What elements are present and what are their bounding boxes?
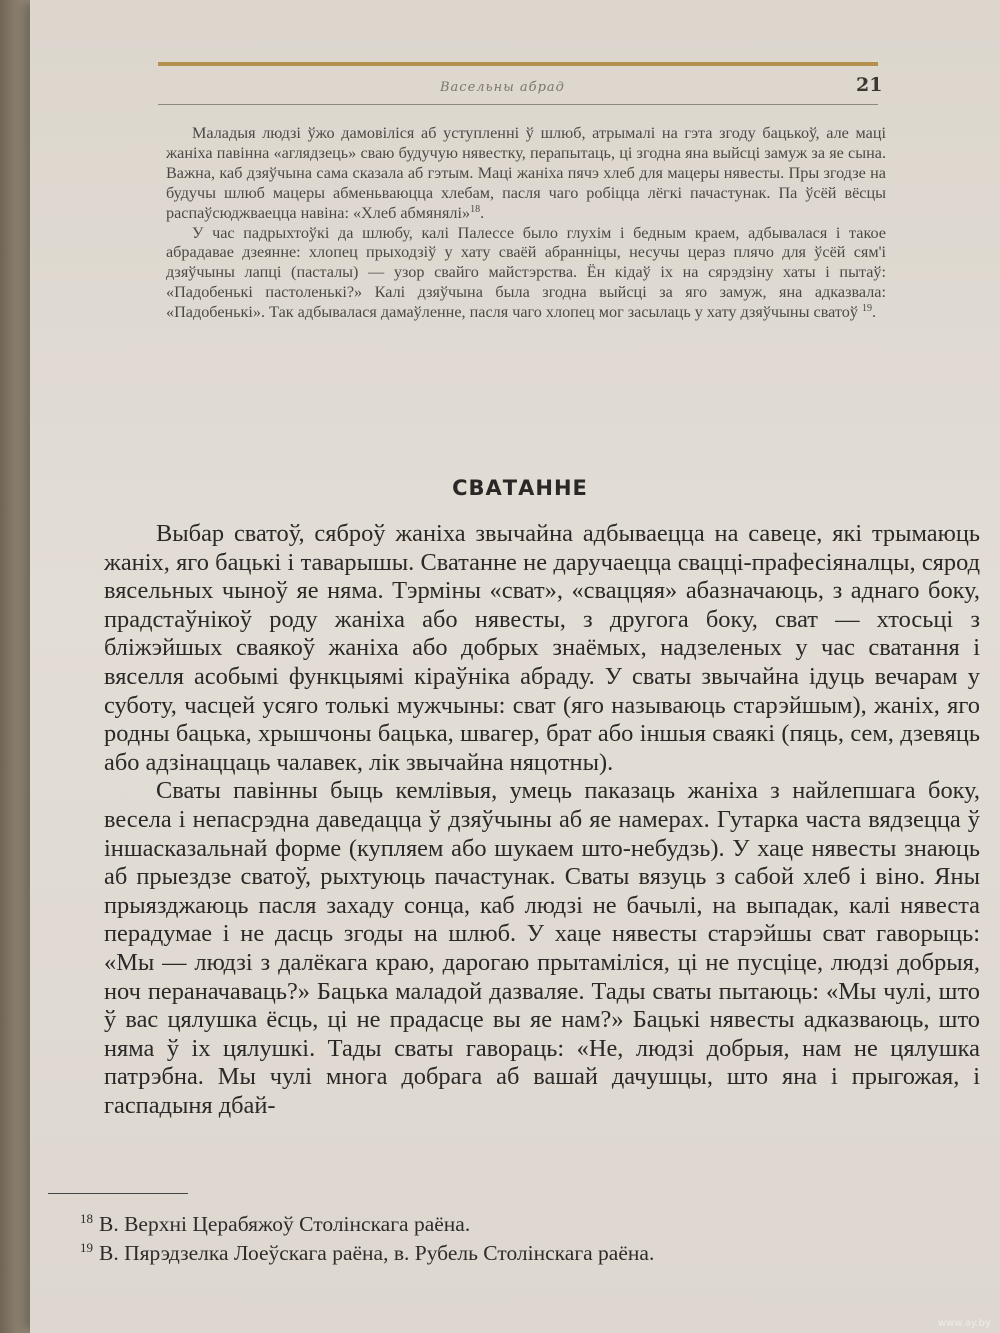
- footnote: [80, 1239, 960, 1268]
- footnote-marker: 19: [862, 303, 872, 315]
- intro-paragraph: [166, 224, 886, 324]
- footnote-text: В. Пярэдзелка Лоеўскага раёна, в. Рубель Столінскага раёна.: [99, 1241, 655, 1265]
- page-number: 21: [856, 74, 883, 96]
- footnote-number: 19: [80, 1240, 93, 1255]
- body-paragraph-1: Выбар сватоў, сяброў жаніха звычайна адбываецца на савеце, які трымаюць жаніх, яго бацькі і таварышы. Сватанне не даручаецца свацці-прафесіяналцы, сярод вясельных чыноў яе няма. Тэрміны «сват», «сваццяя» абазначаюць, з аднаго боку, прадстаўнікоў роду жаніха або нявесты, з другога боку, сват — хтосьці з бліжэйшых сваякоў жаніха або добрых знаёмых, надзеленых у час сватання і вяселля асобымі функцыямі кіраўніка абраду. У сваты звычайна ідуць вечарам у суботу, часцей усяго толькі мужчыны: сват (яго называюць старэйшым), жаніх, яго родны бацька, хрышчоны бацька, швагер, брат або іншыя сваякі (пяць, сем, дзевяць або адзінаццаць чалавек, лік звычайна няцотны).: [104, 520, 980, 776]
- body-paragraph-2: Сваты павінны быць кемлівыя, умець паказаць жаніха з найлепшага боку, весела і непасрэдна даведацца ў дзяўчыны аб яе намерах. Гутарка часта вядзецца ў іншасказальнай форме (купляем або шукаем што-небудзь). У хаце нявесты знаюць аб прыездзе сватоў, рыхтуюць пачастунак. Сваты вязуць з сабой хлеб і віно. Яны прыязджаюць пасля захаду сонца, каб людзі не бачылі, на выпадак, калі нявеста перадумае і не дасць згоды на шлюб. У хаце нявесты старэйшы сват гаворыць: «Мы — людзі з далёкага краю, дарогаю прытаміліся, ці не пусціце, людзі добрыя, ноч пераначаваць?» Бацька маладой дазваляе. Тады сваты пытаюць: «Мы чулі, што ў вас цялушка ёсць, ці не прадасце вы яе нам?» Бацькі нявесты адказваюць, што няма ў іх цялушкі. Тады сваты гавораць: «Не, людзі добрыя, нам не цялушка патрэбна. Мы чулі многа добрага аб вашай дачушцы, што яна і прыгожая, і гаспадыня дбай-: [104, 777, 980, 1119]
- intro-text: [166, 124, 886, 323]
- footnote-marker: 18: [470, 203, 481, 215]
- footnote: [80, 1210, 960, 1239]
- intro-paragraph-2: У час падрыхтоўкі да шлюбу, калі Палессе было глухім і бедным краем, адбывалася і такое абрадавае дзеянне: хлопец прыходзіў у хату сваёй абранніцы, несучы цераз плячо для ўсёй сям'і дзяўчыны лапці (пасталы) — узор свайго майстэрства. Ён кідаў іх на сярэдзіну хаты і пытаў: «Падобенькі пастоленькі?» Калі дзяўчына была згодна выйсці за яго замуж, яна адказвала: «Падобенькі». Так адбывалася дамаўленне, пасля чаго хлопец мог засылаць у хату дзяўчыны сватоў: [166, 223, 886, 322]
- footnote-rule: [48, 1193, 188, 1194]
- footnotes: [80, 1210, 960, 1268]
- intro-paragraph-1: Маладыя людзі ўжо дамовіліся аб уступленні ў шлюб, атрымалі на гэта згоду бацькоў, але маці жаніха павінна «аглядзець» сваю будучую нявестку, перапытаць, ці згодна яна выйсці замуж за яе сына. Важна, каб дзяўчына сама сказала аб гэтым. Маці жаніха пячэ хлеб для мацеры нявесты. Пры згодзе на будучы шлюб мацеры абменьваюцца хлебам, пасля чаго робіцца лёгкі пачастунак. Па ўсёй вёсцы распаўсюджваецца навіна: «Хлеб абмянялі»: [166, 124, 886, 222]
- intro-paragraph-1-end: .: [480, 203, 485, 222]
- running-head: Васельны абрад: [440, 80, 565, 95]
- section-title: СВАТАННЕ: [452, 476, 588, 500]
- header-rule: [158, 104, 878, 105]
- watermark: www.ay.by: [938, 1318, 991, 1329]
- top-decorative-rule: [158, 62, 878, 66]
- body-text: [104, 520, 980, 1120]
- intro-paragraph-2-end: .: [872, 303, 877, 322]
- intro-paragraph: [166, 124, 886, 224]
- footnote-number: 18: [80, 1211, 93, 1226]
- footnote-text: В. Верхні Церабяжоў Столінскага раёна.: [99, 1212, 471, 1236]
